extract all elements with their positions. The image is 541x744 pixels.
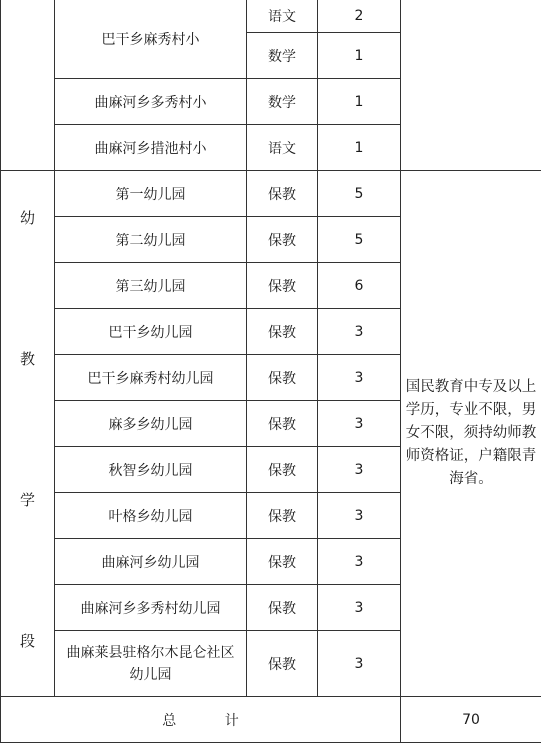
subject-cell: 保教 bbox=[247, 539, 318, 585]
school-name: 秋智乡幼儿园 bbox=[55, 447, 247, 493]
school-name: 曲麻河乡多秀村小 bbox=[55, 79, 247, 125]
total-row bbox=[1, 697, 541, 743]
subject-cell: 语文 bbox=[247, 125, 318, 171]
school-name: 第一幼儿园 bbox=[55, 171, 247, 217]
requirement-cell-upper bbox=[401, 0, 541, 171]
subject-cell: 语文 bbox=[247, 0, 318, 33]
school-name: 第二幼儿园 bbox=[55, 217, 247, 263]
subject-cell: 保教 bbox=[247, 171, 318, 217]
requirement-note: 国民教育中专及以上学历，专业不限，男女不限，须持幼师教师资格证，户籍限青海省。 bbox=[401, 171, 541, 697]
segment-char: 学 bbox=[19, 491, 35, 509]
subject-cell: 数学 bbox=[247, 79, 318, 125]
subject-cell: 保教 bbox=[247, 401, 318, 447]
count-cell: 3 bbox=[318, 631, 401, 697]
count-cell: 1 bbox=[318, 125, 401, 171]
count-cell: 5 bbox=[318, 171, 401, 217]
segment-char: 教 bbox=[19, 350, 35, 368]
count-cell: 3 bbox=[318, 355, 401, 401]
subject-cell: 保教 bbox=[247, 585, 318, 631]
segment-label bbox=[1, 171, 54, 651]
school-name: 曲麻河乡多秀村幼儿园 bbox=[55, 585, 247, 631]
subject-cell: 保教 bbox=[247, 631, 318, 697]
subject-cell: 保教 bbox=[247, 263, 318, 309]
count-cell: 3 bbox=[318, 539, 401, 585]
count-cell: 1 bbox=[318, 33, 401, 79]
table-row bbox=[1, 0, 541, 33]
school-name: 曲麻河乡幼儿园 bbox=[55, 539, 247, 585]
school-name: 麻多乡幼儿园 bbox=[55, 401, 247, 447]
subject-cell: 数学 bbox=[247, 33, 318, 79]
subject-cell: 保教 bbox=[247, 309, 318, 355]
school-name: 曲麻莱县驻格尔木昆仑社区幼儿园 bbox=[55, 631, 247, 697]
school-name: 叶格乡幼儿园 bbox=[55, 493, 247, 539]
total-label: 总 计 bbox=[1, 697, 401, 743]
count-cell: 6 bbox=[318, 263, 401, 309]
subject-cell: 保教 bbox=[247, 217, 318, 263]
count-cell: 5 bbox=[318, 217, 401, 263]
subject-cell: 保教 bbox=[247, 447, 318, 493]
total-value: 70 bbox=[401, 697, 541, 743]
school-name: 巴干乡幼儿园 bbox=[55, 309, 247, 355]
count-cell: 3 bbox=[318, 585, 401, 631]
count-cell: 2 bbox=[318, 0, 401, 33]
count-cell: 3 bbox=[318, 309, 401, 355]
school-name: 巴干乡麻秀村幼儿园 bbox=[55, 355, 247, 401]
count-cell: 3 bbox=[318, 401, 401, 447]
subject-cell: 保教 bbox=[247, 355, 318, 401]
count-cell: 1 bbox=[318, 79, 401, 125]
count-cell: 3 bbox=[318, 493, 401, 539]
school-name: 第三幼儿园 bbox=[55, 263, 247, 309]
table-row bbox=[1, 171, 541, 217]
segment-char: 段 bbox=[19, 632, 35, 650]
subject-cell: 保教 bbox=[247, 493, 318, 539]
segment-label-cell bbox=[1, 171, 55, 697]
school-name: 曲麻河乡措池村小 bbox=[55, 125, 247, 171]
segment-cell-upper bbox=[1, 0, 55, 171]
count-cell: 3 bbox=[318, 447, 401, 493]
school-name: 巴干乡麻秀村小 bbox=[55, 0, 247, 79]
segment-char: 幼 bbox=[19, 209, 35, 227]
